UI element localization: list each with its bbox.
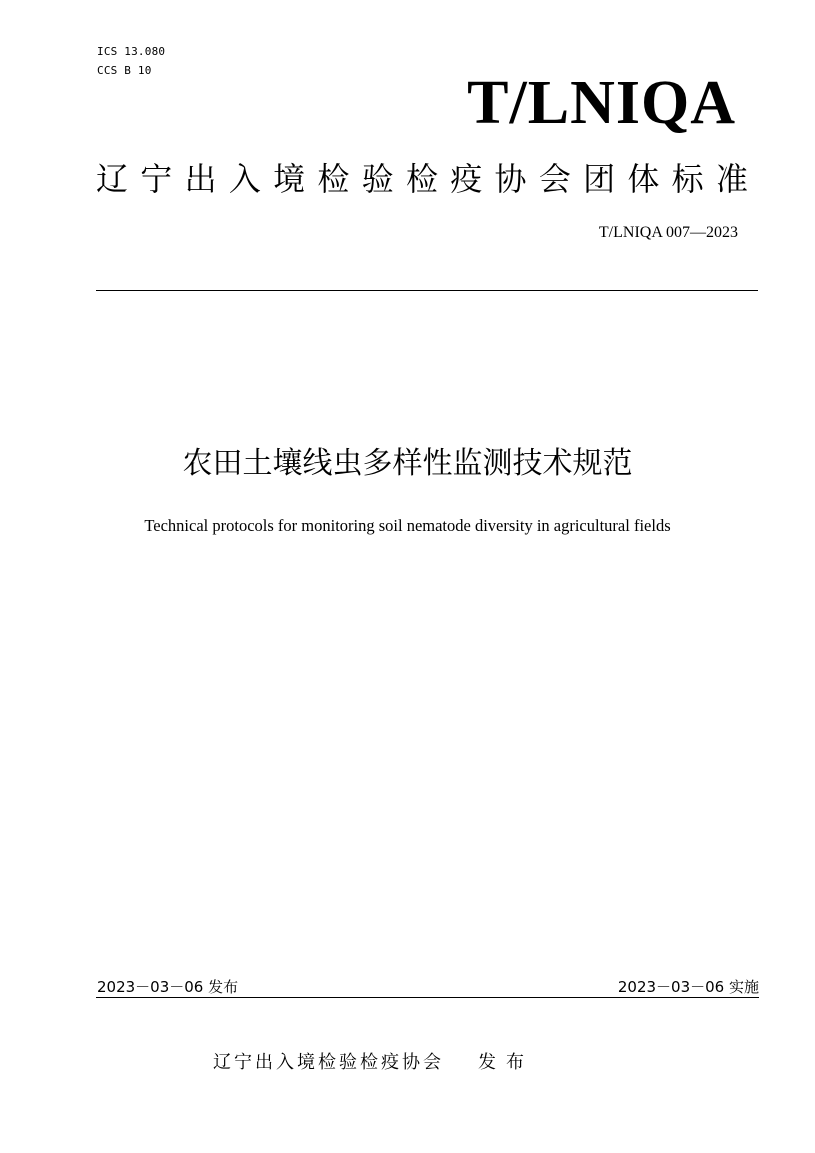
title-char: 检 xyxy=(317,160,350,198)
classification-codes xyxy=(97,42,165,80)
ccs-code: CCS B 10 xyxy=(97,64,152,77)
document-title-english: Technical protocols for monitoring soil nematode diversity in agricultural fields xyxy=(144,516,671,535)
implementation-date: 2023－03－06 实施 xyxy=(617,978,759,996)
title-char: 检 xyxy=(405,160,438,198)
publisher-name: 辽宁出入境检验检疫协会 xyxy=(213,1052,444,1073)
title-char: 辽 xyxy=(96,160,129,198)
header-divider xyxy=(96,290,758,291)
title-char: 验 xyxy=(361,160,394,198)
issue-date: 2023－03－06 发布 xyxy=(97,978,239,996)
association-standard-title xyxy=(96,157,748,201)
standard-number: T/LNIQA 007—2023 xyxy=(598,224,738,241)
publisher-statement xyxy=(213,1050,534,1076)
title-char: 体 xyxy=(627,160,660,198)
title-char: 境 xyxy=(273,160,306,198)
title-char: 出 xyxy=(184,160,217,198)
title-char: 准 xyxy=(715,160,748,198)
ics-code: ICS 13.080 xyxy=(97,45,166,58)
standard-code-logo: T/LNIQA xyxy=(467,69,736,137)
title-char: 标 xyxy=(671,160,704,198)
title-char: 入 xyxy=(228,160,261,198)
publish-verb: 发布 xyxy=(478,1052,534,1073)
title-char: 协 xyxy=(494,160,527,198)
document-title-chinese: 农田土壤线虫多样性监测技术规范 xyxy=(182,446,633,481)
title-char: 宁 xyxy=(140,160,173,198)
title-char: 疫 xyxy=(450,160,483,198)
footer-divider xyxy=(96,997,759,998)
title-char: 会 xyxy=(538,160,571,198)
title-char: 团 xyxy=(583,160,616,198)
